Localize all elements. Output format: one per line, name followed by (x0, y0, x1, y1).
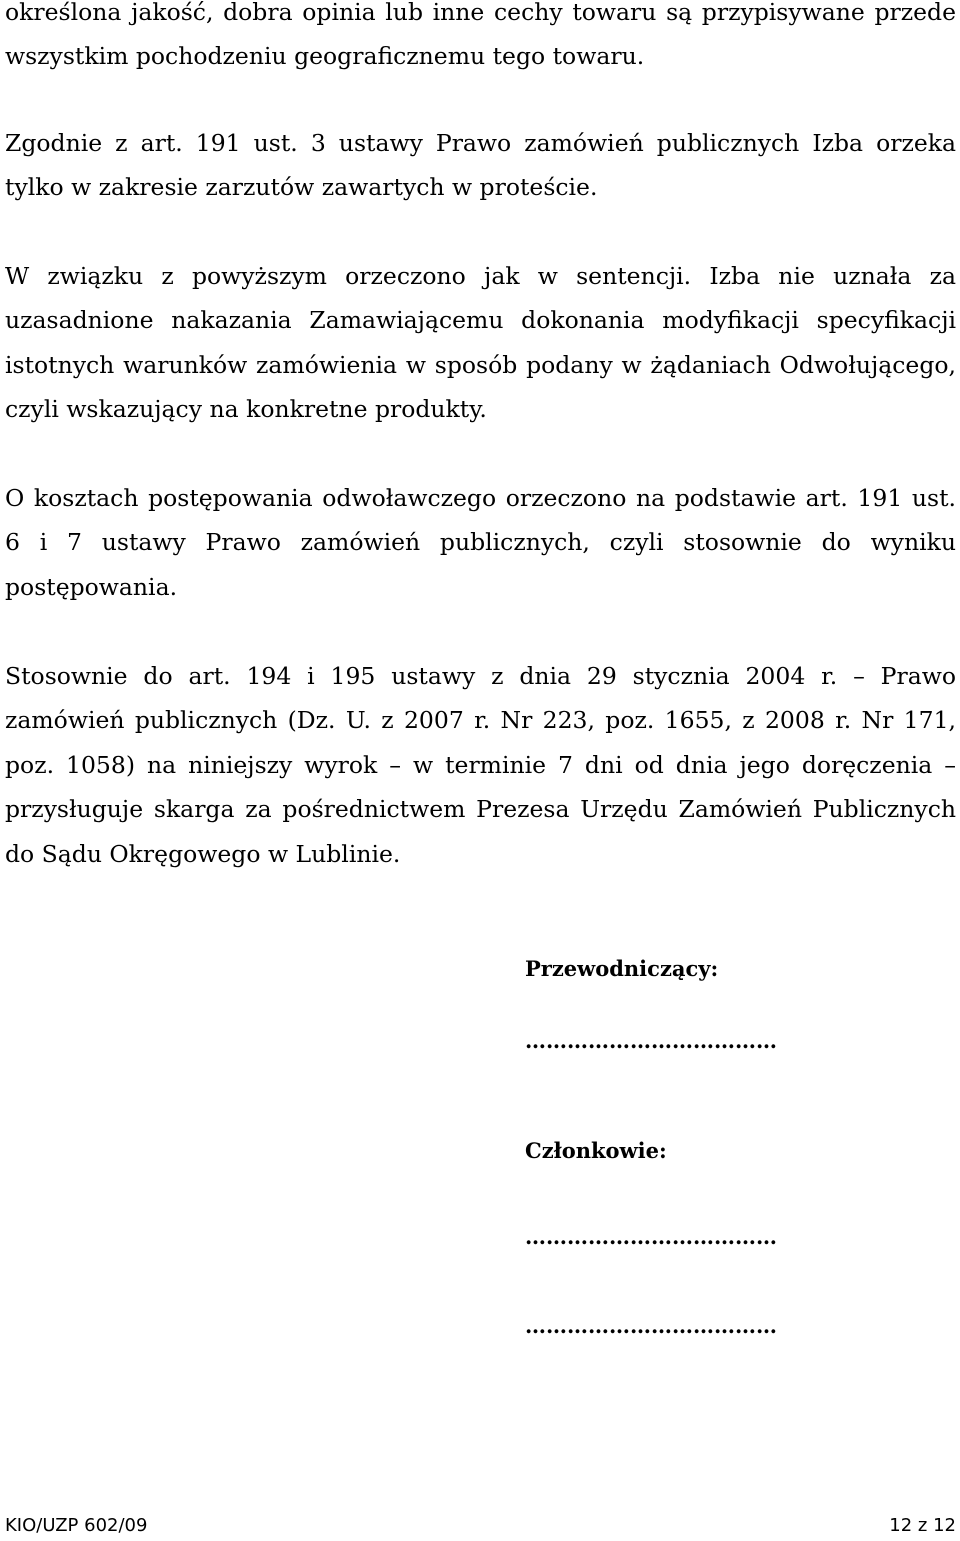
case-number: KIO/UZP 602/09 (5, 1515, 148, 1536)
chair-signature-line: ……………………………… (525, 1028, 777, 1053)
members-signature-label: Członkowie: (525, 1138, 667, 1163)
paragraph-sentence-reasoning: W związku z powyższym orzeczono jak w sentencji. Izba nie uznała za uzasadnione nakazania Zamawiającemu dokonania modyfikacji specyfikacji istotnych warunków zamówienia w sposób podany w żądaniach Odwołującego, czyli wskazujący na konkretne produkty. (5, 262, 956, 424)
page-footer (5, 1515, 956, 1537)
member-signature-line: ……………………………… (525, 1224, 777, 1249)
paragraph-costs: O kosztach postępowania odwoławczego orzeczono na podstawie art. 191 ust. 6 i 7 ustawy Prawo zamówień publicznych, czyli stosownie do wyniku postępowania. (5, 484, 956, 601)
paragraph-geographic-origin: określona jakość, dobra opinia lub inne cechy towaru są przypisywane przede wszystkim pochodzeniu geograficznemu tego towaru. (5, 0, 956, 71)
chair-signature-label: Przewodniczący: (525, 956, 719, 981)
paragraph-appeal-instruction: Stosownie do art. 194 i 195 ustawy z dnia 29 stycznia 2004 r. – Prawo zamówień publicznych (Dz. U. z 2007 r. Nr 223, poz. 1655, z 2008 r. Nr 171, poz. 1058) na niniejszy wyrok – w terminie 7 dni od dnia jego doręczenia – przysługuje skarga za pośrednictwem Prezesa Urzędu Zamówień Publicznych do Sądu Okręgowego w Lublinie. (5, 662, 956, 868)
paragraph-scope-of-ruling: Zgodnie z art. 191 ust. 3 ustawy Prawo zamówień publicznych Izba orzeka tylko w zakresie zarzutów zawartych w proteście. (5, 129, 956, 202)
member-signature-line: ……………………………… (525, 1313, 777, 1338)
page-number: 12 z 12 (889, 1515, 956, 1536)
